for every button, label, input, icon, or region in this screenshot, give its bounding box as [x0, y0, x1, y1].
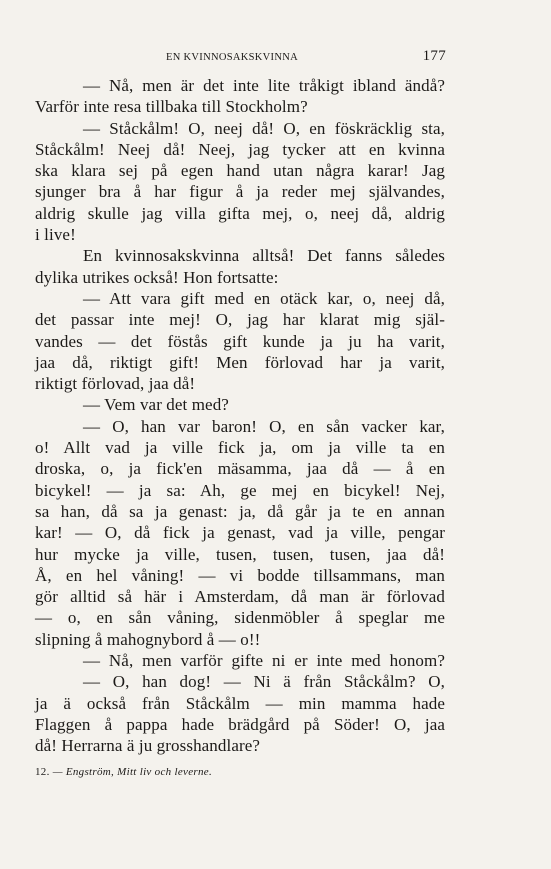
text-line: kar! — O, då fick ja genast, vad ja ville, pengar — [35, 523, 445, 543]
text-line: — o, en sån våning, sidenmöbler å speglar me — [35, 608, 445, 628]
text-line: Å, en hel våning! — vi bodde tillsammans, man — [35, 565, 445, 585]
signature-number: 12. — [35, 766, 50, 778]
text-line: ja ä också från Ståckålm — min mamma hade — [35, 693, 445, 713]
text-line: vandes — det föstås gift kunde ja ju ha varit, — [35, 331, 445, 351]
text-line: slipning å mahognybord å — o!! — [35, 629, 261, 649]
text-line: — O, han var baron! O, en sån vacker kar, — [83, 416, 445, 436]
page-number: 177 — [422, 48, 446, 64]
text-line: ska klara sej på egen hand utan några karar! Jag — [35, 161, 445, 181]
text-line: Varför inte resa tillbaka till Stockholm? — [35, 97, 308, 117]
text-line: — Ståckålm! O, neej då! O, en föskräcklig sta, — [83, 118, 445, 138]
text-line: — Att vara gift med en otäck kar, o, neej då, — [83, 288, 445, 308]
text-line: sjunger bra å har figur å ja reder mej självandes, — [35, 182, 445, 202]
text-line: Flaggen å pappa hade brädgård på Söder! O, jaa — [35, 714, 445, 734]
text-line: droska, o, ja fick'en mäsamma, jaa då — å en — [35, 459, 445, 479]
text-line: o! Allt vad ja ville fick ja, om ja ville ta en — [35, 438, 445, 458]
text-line: En kvinnosakskvinna alltså! Det fanns således — [83, 246, 445, 266]
text-line: — Nå, men varför gifte ni er inte med honom? — [83, 651, 445, 671]
running-title: EN KVINNOSAKSKVINNA — [166, 52, 298, 63]
text-line: — Vem var det med? — [83, 395, 229, 415]
text-line: dylika utrikes också! Hon fortsatte: — [35, 267, 279, 287]
text-line: aldrig skulle jag villa gifta mej, o, neej då, aldrig — [35, 203, 445, 223]
text-line: sa han, då sa ja genast: ja, då går ja te en annan — [35, 501, 445, 521]
text-line: Ståckålm! Neej då! Neej, jag tycker att en kvinna — [35, 139, 445, 159]
text-line: gör alltid så här i Amsterdam, då man är förlovad — [35, 587, 445, 607]
text-line: jaa då, riktigt gift! Men förlovad har ja varit, — [35, 352, 445, 372]
page-header — [166, 48, 446, 66]
signature-footer — [35, 766, 212, 778]
text-line: då! Herrarna ä ju grosshandlare? — [35, 736, 261, 756]
body-text — [35, 75, 445, 757]
text-line: — O, han dog! — Ni ä från Ståckålm? O, — [83, 672, 445, 692]
text-line: bicykel! — ja sa: Ah, ge mej en bicykel! Nej, — [35, 480, 445, 500]
text-line: det passar inte mej! O, jag har klarat mig själ- — [35, 310, 445, 330]
text-line: i live! — [35, 225, 76, 245]
text-line: hur mycke ja ville, tusen, tusen, tusen, jaa då! — [35, 544, 445, 564]
text-line: — Nå, men är det inte lite tråkigt ibland ändå? — [83, 76, 445, 95]
signature-text: — Engström, Mitt liv och leverne. — [52, 766, 213, 778]
text-line: riktigt förlovad, jaa då! — [35, 374, 196, 394]
